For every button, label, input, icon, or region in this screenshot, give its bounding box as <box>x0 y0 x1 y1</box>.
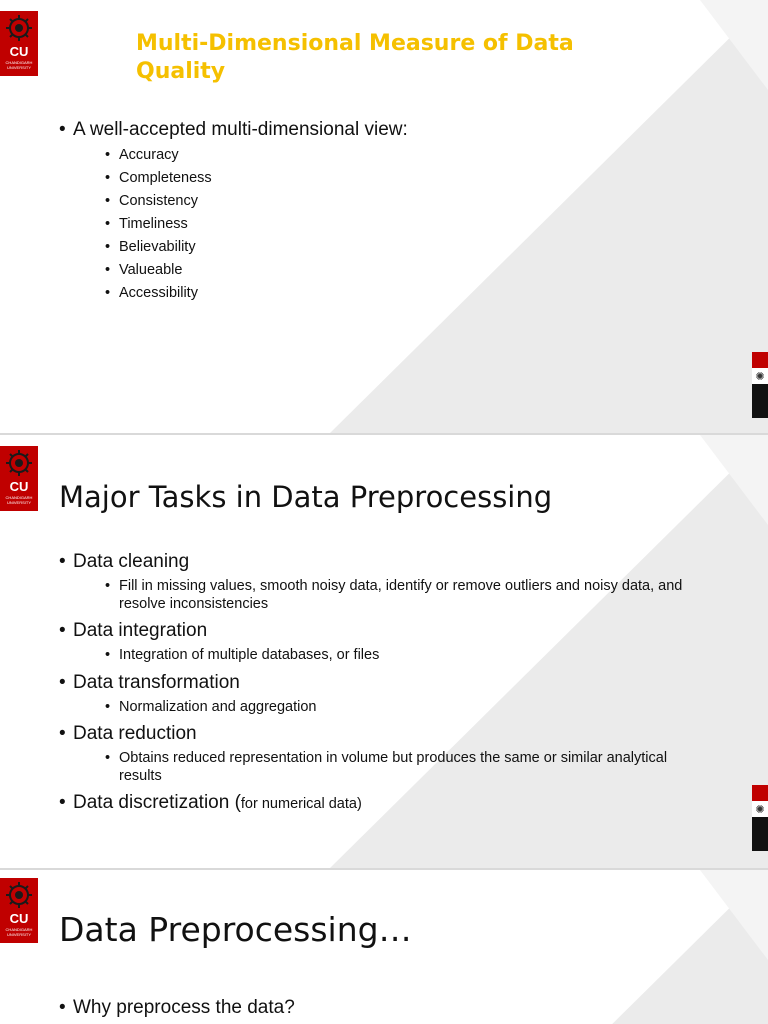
list-item: • Consistency <box>105 190 408 213</box>
list-item: • Integration of multiple databases, or files <box>105 647 699 665</box>
slide-title: Multi-Dimensional Measure of Data Quality <box>136 31 574 84</box>
list-item: • Valueable <box>105 259 408 282</box>
sub-list <box>73 578 699 613</box>
gear-icon: ✺ <box>755 370 765 383</box>
list-item: • Believability <box>105 236 408 259</box>
task-note: for numerical data) <box>240 796 362 812</box>
list-item: • Normalization and aggregation <box>105 699 699 717</box>
list-item <box>59 791 699 816</box>
side-marker <box>752 352 768 418</box>
list-item: • Fill in missing values, smooth noisy data, identify or remove outliers and noisy data, and resolve inconsistencies <box>105 578 699 613</box>
slide-major-tasks <box>0 435 768 868</box>
list-item: • Accessibility <box>105 282 408 305</box>
list-item: • Completeness <box>105 167 408 190</box>
slide-data-quality <box>0 0 768 433</box>
sub-list <box>73 699 699 717</box>
side-marker <box>752 785 768 851</box>
task-label: Data discretization ( <box>73 792 241 813</box>
svg-text:UNIVERSITY: UNIVERSITY <box>6 932 32 937</box>
slide-data-preprocessing <box>0 870 768 1024</box>
task-label: Data cleaning <box>73 551 190 572</box>
gear-icon: ✺ <box>755 803 765 816</box>
bullet-list <box>59 550 699 822</box>
cu-logo <box>0 878 38 943</box>
list-item: • Why preprocess the data? <box>59 996 295 1020</box>
svg-text:CU: CU <box>9 911 29 926</box>
list-item <box>59 550 699 613</box>
list-item <box>59 722 699 785</box>
slide-title: Data Preprocessing… <box>59 910 412 949</box>
cu-logo <box>0 11 38 76</box>
sub-list <box>73 647 699 665</box>
list-item: • Timeliness <box>105 213 408 236</box>
svg-text:CU: CU <box>9 479 29 494</box>
list-item <box>59 671 699 717</box>
sub-list <box>73 144 408 305</box>
sub-list <box>73 750 699 785</box>
svg-text:UNIVERSITY: UNIVERSITY <box>6 500 32 505</box>
list-item <box>59 118 408 305</box>
svg-text:CHANDIGARH: CHANDIGARH <box>5 927 33 932</box>
slide-title: Major Tasks in Data Preprocessing <box>59 480 553 514</box>
list-item: • Accuracy <box>105 144 408 167</box>
svg-text:CHANDIGARH: CHANDIGARH <box>5 60 33 65</box>
task-label: Data integration <box>73 620 208 641</box>
task-label: Data transformation <box>73 671 240 693</box>
task-label: Data reduction <box>73 723 197 744</box>
bullet-text: A well-accepted multi-dimensional view: <box>73 119 408 140</box>
bullet-list <box>59 996 295 1020</box>
cu-logo <box>0 446 38 511</box>
svg-text:UNIVERSITY: UNIVERSITY <box>6 65 32 70</box>
svg-text:CU: CU <box>9 44 29 59</box>
svg-text:CHANDIGARH: CHANDIGARH <box>5 495 33 500</box>
bullet-list <box>59 118 408 305</box>
list-item: • Obtains reduced representation in volume but produces the same or similar analytical results <box>105 750 699 785</box>
list-item <box>59 619 699 665</box>
